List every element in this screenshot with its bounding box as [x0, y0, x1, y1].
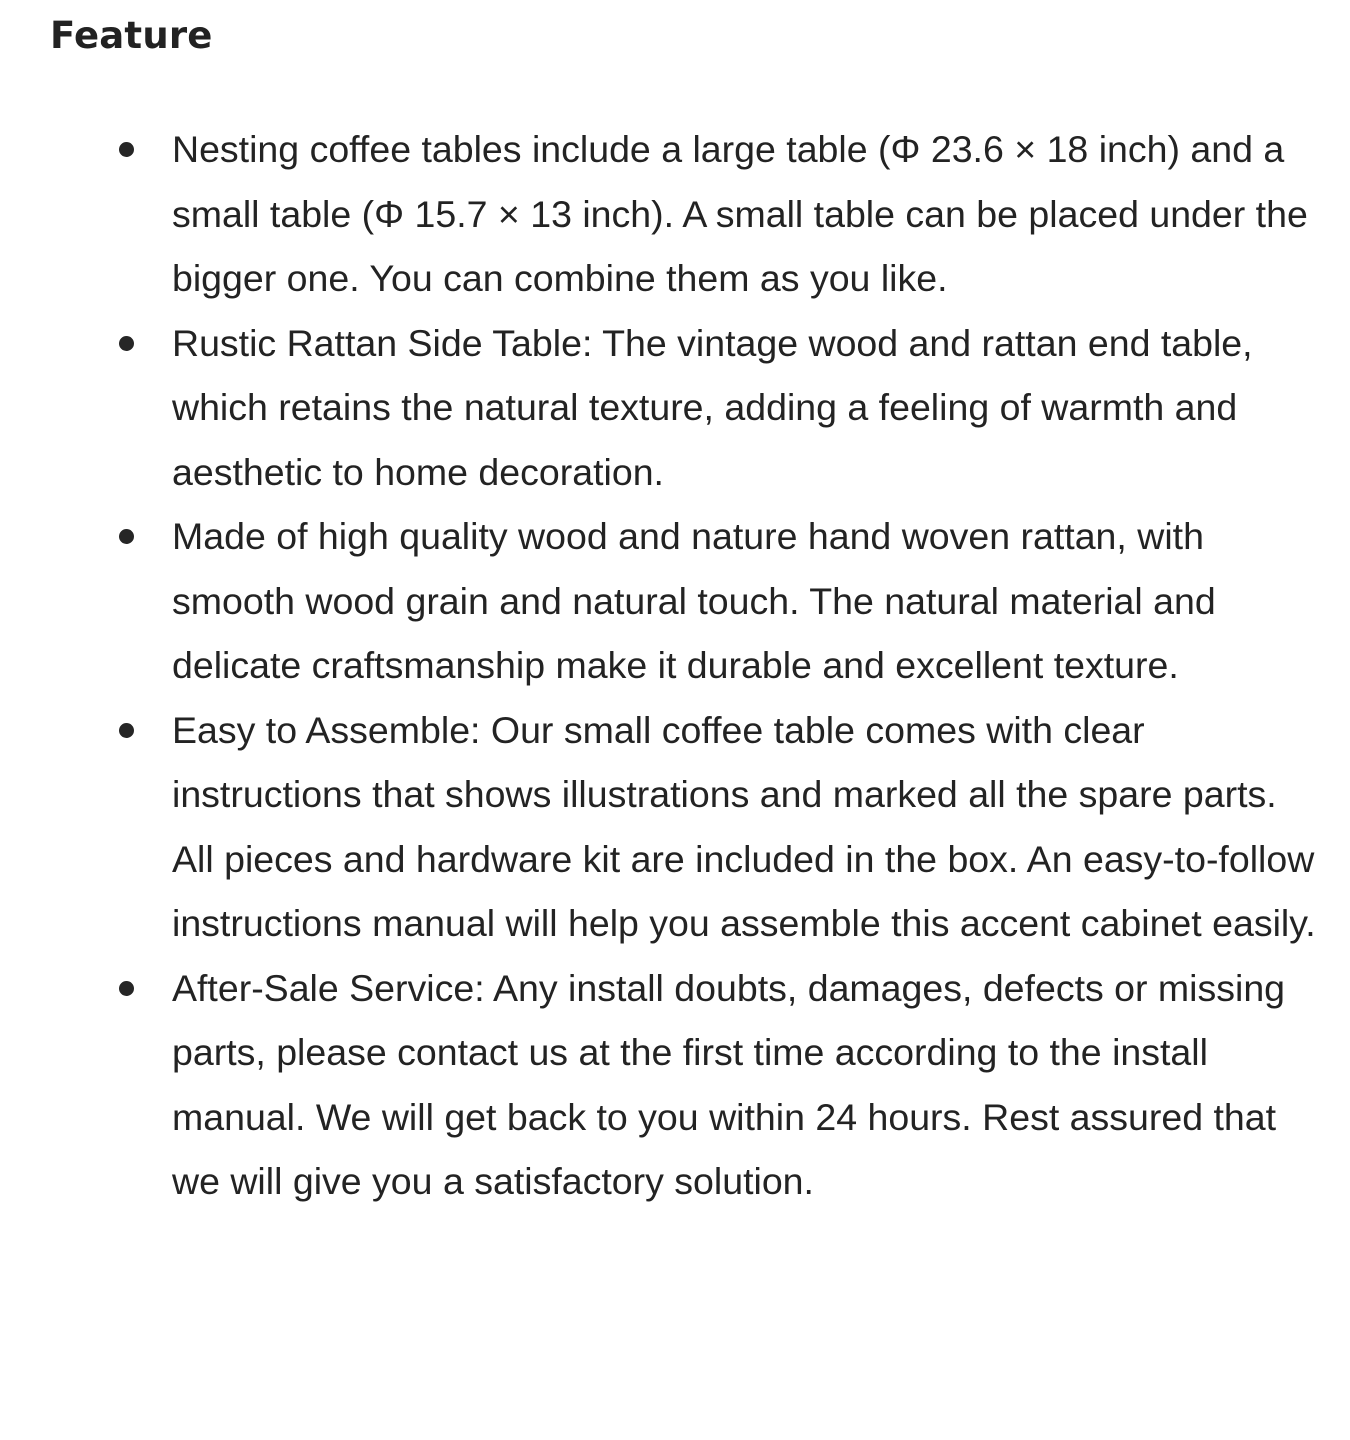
bullet-icon: [119, 981, 134, 996]
list-item: [0, 311, 1350, 505]
bullet-icon: [119, 723, 134, 738]
list-item-text: Easy to Assemble: Our small coffee table comes with clear instructions that shows illustrations and marked all the spare parts. All pieces and hardware kit are included in the box. An easy-to-follow instructions manual will help you assemble this accent cabinet easily.: [172, 708, 1316, 944]
list-item-text: Nesting coffee tables include a large table (Φ 23.6 × 18 inch) and a small table (Φ 15.7 × 13 inch). A small table can be placed under the bigger one. You can combine them as you like.: [172, 128, 1308, 299]
section-heading: Feature: [50, 14, 213, 57]
list-item-text: After-Sale Service: Any install doubts, damages, defects or missing parts, please contact us at the first time according to the install manual. We will get back to you within 24 hours. Rest assured that we will give you a satisfactory solution.: [172, 966, 1286, 1202]
list-item: [0, 698, 1350, 956]
feature-list: [0, 117, 1350, 1214]
bullet-icon: [119, 142, 134, 157]
list-item: [0, 504, 1350, 698]
list-item-text: Rustic Rattan Side Table: The vintage wood and rattan end table, which retains the natural texture, adding a feeling of warmth and aesthetic to home decoration.: [172, 321, 1253, 493]
list-item-text: Made of high quality wood and nature hand woven rattan, with smooth wood grain and natural touch. The natural material and delicate craftsmanship make it durable and excellent texture.: [172, 515, 1216, 686]
list-item: [0, 956, 1350, 1214]
bullet-icon: [119, 529, 134, 544]
bullet-icon: [119, 336, 134, 351]
list-item: [0, 117, 1350, 311]
